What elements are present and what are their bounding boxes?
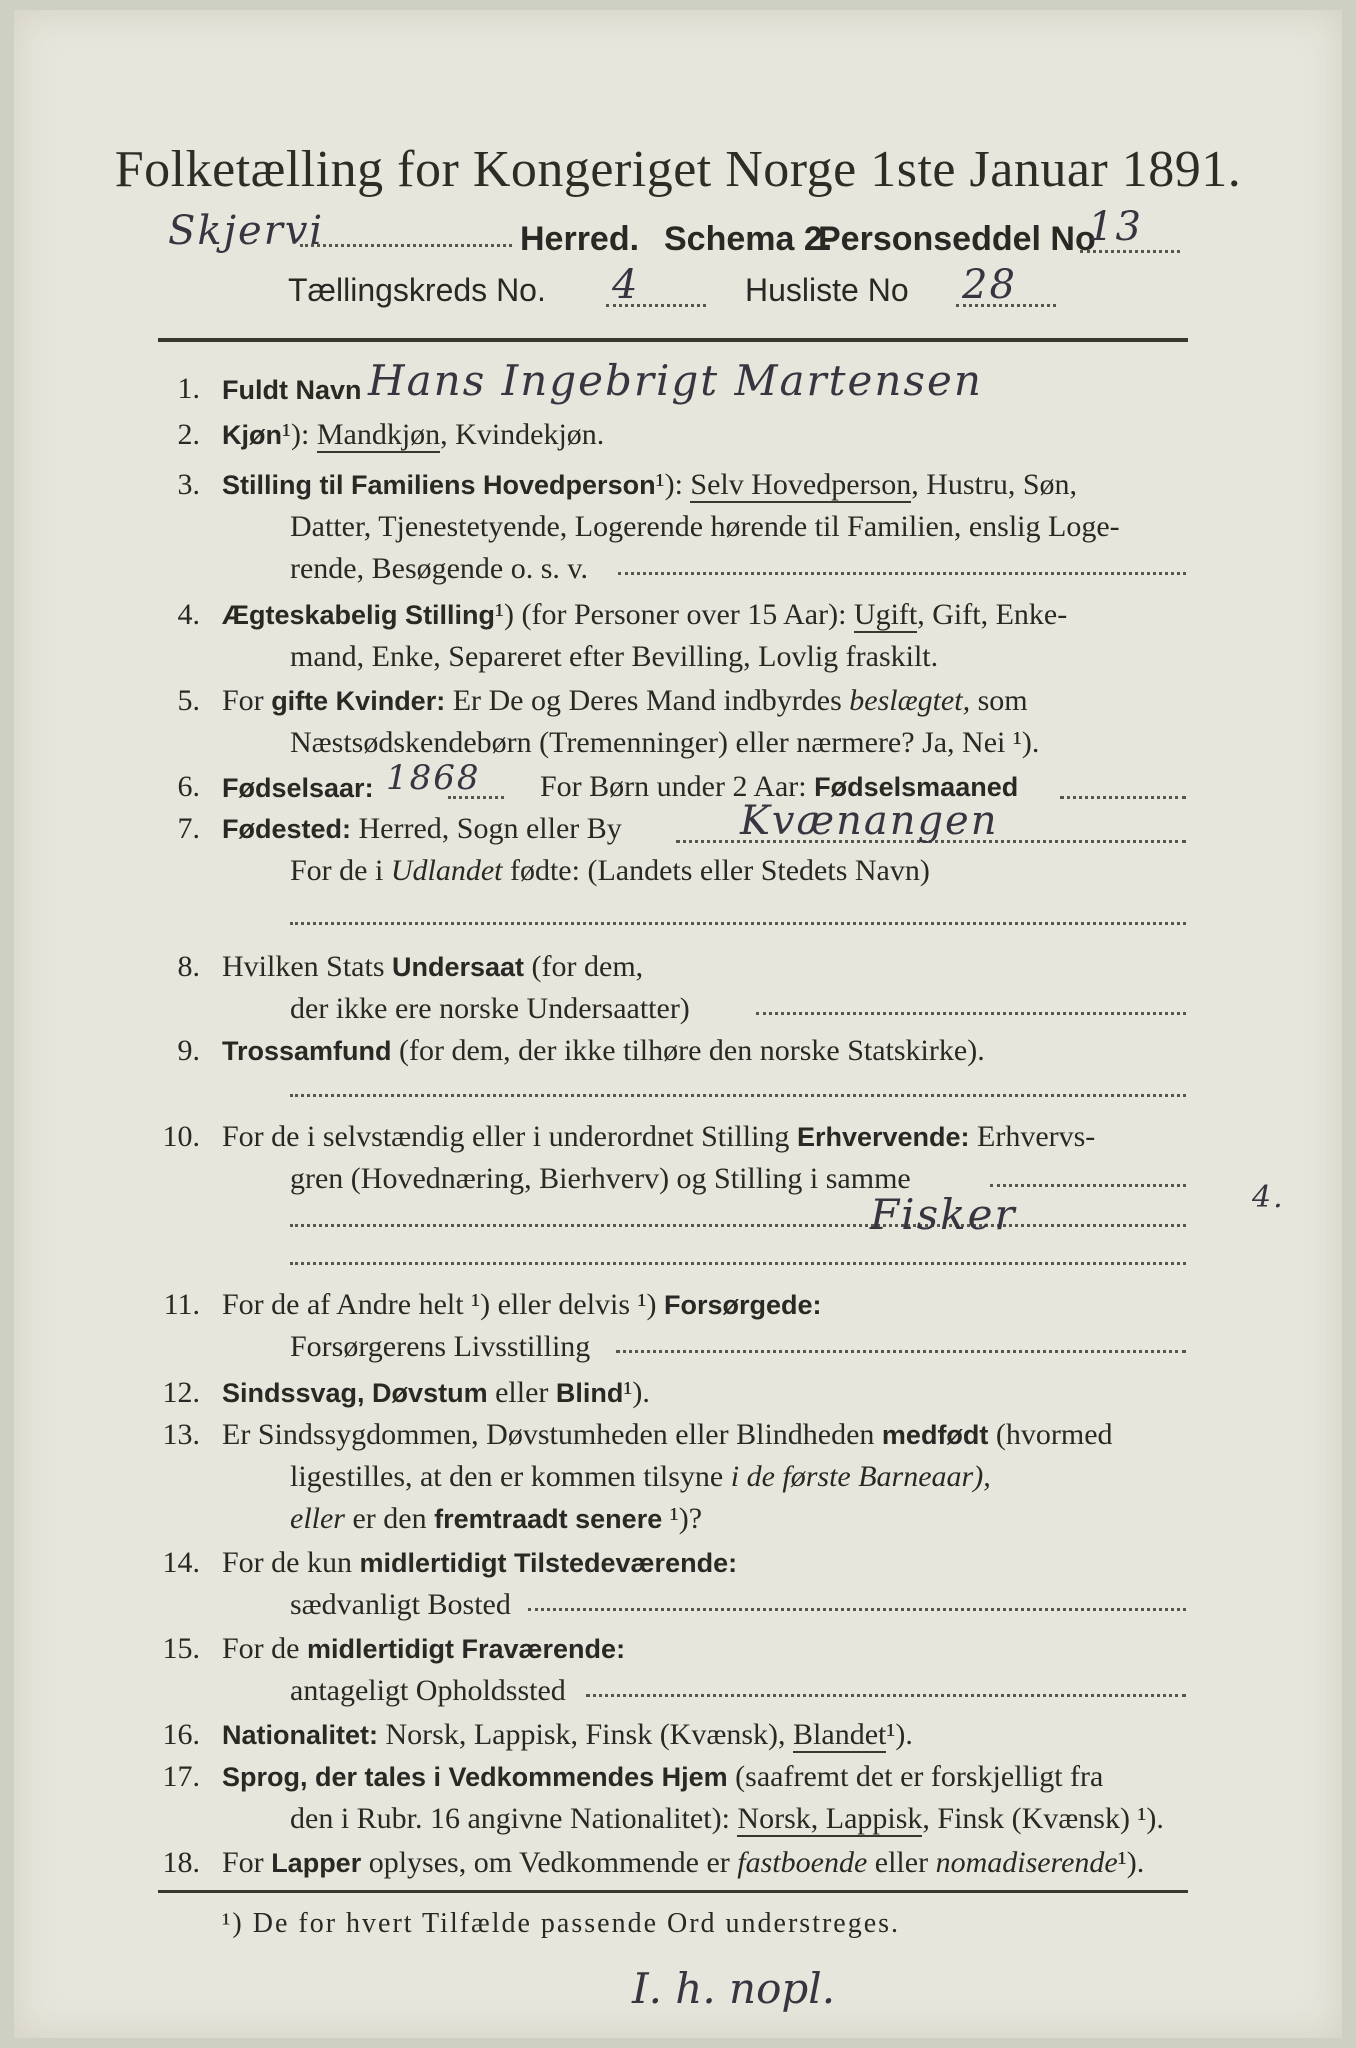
temp-absent-line-2: antageligt Opholdssted	[290, 1674, 566, 1707]
text: (saafremt det er forskjelligt fra	[735, 1760, 1104, 1793]
item-number: 1.	[177, 372, 200, 405]
item-number: 17.	[162, 1760, 200, 1793]
birth-month-dots	[1060, 796, 1186, 799]
sex-line	[222, 418, 604, 452]
text: som	[977, 684, 1028, 717]
marital-selected: Ugift	[853, 598, 918, 631]
herred-dots	[300, 244, 512, 247]
item-number: 13.	[162, 1418, 200, 1451]
congenital-line-3	[290, 1502, 702, 1536]
text-italic: fastboende	[737, 1846, 868, 1879]
citizenship-line-2: der ikke ere norske Undersaatter)	[290, 992, 690, 1025]
position-line-3: rende, Besøgende o. s. v.	[290, 552, 588, 585]
position-options: , Hustru, Søn,	[911, 468, 1078, 501]
dependent-dots	[616, 1350, 1186, 1353]
text: For de	[222, 1632, 300, 1665]
foreign-birthplace-dots	[290, 922, 1186, 925]
text: , Finsk (Kvænsk) ¹).	[922, 1802, 1164, 1835]
language-line	[222, 1760, 1103, 1794]
item-number: 12.	[162, 1376, 200, 1409]
citizenship-label: Undersaat	[392, 952, 525, 982]
sex-selected: Mandkjøn	[316, 418, 441, 451]
congenital-line-2	[290, 1460, 991, 1494]
congenital-label: medfødt	[881, 1420, 989, 1450]
full-name-value: Hans Ingebrigt Martensen	[368, 356, 983, 405]
position-line	[222, 468, 1077, 502]
occupation-line-2: gren (Hovednæring, Bierhverv) og Stilling i samme	[290, 1162, 911, 1195]
text: For de i selvstændig eller i underordnet Stilling	[222, 1120, 790, 1153]
text: ¹)?	[669, 1502, 703, 1535]
birth-month-label: Fødselsmaaned	[814, 772, 1019, 802]
birth-year-dots	[448, 796, 504, 799]
item-number: 14.	[162, 1546, 200, 1579]
item-number: 4.	[177, 598, 200, 631]
footnote: ¹) De for hvert Tilfælde passende Ord understreges.	[222, 1908, 901, 1939]
marital-options: , Gift, Enke-	[917, 598, 1068, 631]
occupation-line	[222, 1120, 1095, 1154]
text-italic: nomadiserende	[935, 1846, 1118, 1879]
text: Erhvervs-	[977, 1120, 1096, 1153]
occupation-value: Fisker	[870, 1190, 1017, 1239]
disability-line	[222, 1376, 650, 1410]
item-number: 5.	[177, 684, 200, 717]
text: (for dem, der ikke tilhøre den norske Statskirke).	[399, 1034, 985, 1067]
temp-present-line-2: sædvanligt Bosted	[290, 1588, 511, 1621]
item-number: 18.	[162, 1846, 200, 1879]
blind-label: Blind	[555, 1378, 624, 1408]
birthplace-value: Kvænangen	[740, 798, 999, 844]
birth-year-label: Fødselsaar:	[222, 773, 374, 803]
husliste-dots	[956, 304, 1056, 307]
position-line-2: Datter, Tjenestetyende, Logerende hørende til Familien, enslig Loge-	[290, 510, 1120, 543]
personseddel-value: 13	[1088, 204, 1143, 250]
marital-line	[222, 598, 1067, 632]
margin-mark: 4.	[1252, 1180, 1285, 1215]
dependent-line	[222, 1288, 822, 1322]
item-number: 9.	[177, 1034, 200, 1067]
personseddel-dots	[1080, 250, 1180, 253]
nationality-label: Nationalitet:	[222, 1720, 379, 1750]
citizenship-dots	[756, 1012, 1186, 1015]
text: ligestilles, at den er kommen tilsyne	[290, 1460, 724, 1493]
nationality-selected: Blandet	[793, 1718, 887, 1751]
citizenship-line	[222, 950, 643, 984]
married-women-label: gifte Kvinder:	[271, 686, 446, 716]
herred-value: Skjervi	[168, 208, 325, 254]
item-number: 2.	[177, 418, 200, 451]
text: For	[222, 684, 264, 717]
congenital-line	[222, 1418, 1113, 1452]
lapp-line	[222, 1846, 1144, 1880]
item-number: 11.	[163, 1288, 200, 1321]
item-number: 16.	[162, 1718, 200, 1751]
dependent-label: Forsørgede:	[664, 1290, 822, 1320]
nationality-line	[222, 1718, 913, 1752]
text-italic: beslægtet,	[849, 684, 971, 717]
temp-present-line	[222, 1546, 737, 1580]
later-label: fremtraadt senere	[434, 1504, 663, 1534]
item-number: 6.	[177, 770, 200, 803]
position-selected: Selv Hovedperson	[690, 468, 912, 501]
text: oplyses, om Vedkommende er	[368, 1846, 730, 1879]
sup: ¹)	[495, 598, 515, 631]
text: er den	[352, 1502, 427, 1535]
kreds-label: Tællingskreds No.	[288, 272, 546, 308]
sup: ¹):	[282, 418, 310, 451]
text: For	[222, 1846, 264, 1879]
full-name-label: Fuldt Navn	[222, 375, 362, 405]
text: eller	[874, 1846, 929, 1879]
text: For de i	[290, 854, 384, 887]
form-title: Folketælling for Kongeriget Norge 1ste Januar 1891.	[114, 141, 1242, 198]
text-italic: eller	[290, 1502, 345, 1535]
signature: I. h. nopl.	[632, 1964, 836, 2013]
birthplace-label: Fødested:	[222, 814, 352, 844]
text: For Børn under 2 Aar:	[540, 770, 807, 803]
dependent-line-2: Forsørgerens Livsstilling	[290, 1330, 591, 1363]
birthplace-line	[222, 812, 622, 846]
item-number: 3.	[177, 468, 200, 501]
language-label: Sprog, der tales i Vedkommendes Hjem	[222, 1762, 728, 1792]
temp-absent-line	[222, 1632, 625, 1666]
marital-label: Ægteskabelig Stilling	[222, 600, 496, 630]
text: Er De og Deres Mand indbyrdes	[452, 684, 842, 717]
kreds-value: 4	[612, 262, 640, 308]
text: ¹).	[886, 1718, 913, 1751]
language-line-2	[290, 1802, 1164, 1836]
text: ¹).	[1117, 1846, 1145, 1879]
text-italic: Udlandet	[390, 854, 503, 887]
kreds-dots	[606, 304, 706, 307]
footer-rule	[158, 1890, 1188, 1893]
occupation-dots-1	[990, 1184, 1186, 1187]
text: Hvilken Stats	[222, 950, 385, 983]
position-dots	[618, 572, 1186, 575]
birth-year-value: 1868	[386, 758, 481, 798]
lapp-label: Lapper	[271, 1848, 362, 1878]
text: fødte: (Landets eller Stedets Navn)	[509, 854, 930, 887]
text: Er Sindssygdommen, Døvstumheden eller Blindheden	[222, 1418, 875, 1451]
birthplace-line-2	[290, 854, 930, 888]
marital-line-2: mand, Enke, Separeret efter Bevilling, Lovlig fraskilt.	[290, 640, 939, 673]
disability-label: Sindssvag, Døvstum	[222, 1378, 488, 1408]
text-italic: i de første Barneaar),	[730, 1460, 991, 1493]
schema-label: Schema 2.	[664, 220, 833, 258]
sex-label: Kjøn	[222, 420, 282, 450]
religion-line	[222, 1034, 985, 1068]
occupation-label: Erhvervende:	[796, 1122, 970, 1152]
text: Norsk, Lappisk, Finsk (Kvænsk),	[385, 1718, 786, 1751]
whereabouts-dots	[586, 1694, 1186, 1697]
item-number: 15.	[162, 1632, 200, 1665]
text: For de af Andre helt ¹) eller delvis ¹)	[222, 1288, 657, 1321]
text: (for dem,	[531, 950, 644, 983]
religion-label: Trossamfund	[222, 1036, 392, 1066]
text: Herred, Sogn eller By	[358, 812, 622, 845]
text: ¹).	[623, 1376, 650, 1409]
married-women-line-2: Næstsødskendebørn (Tremenninger) eller nærmere? Ja, Nei ¹).	[290, 726, 1040, 759]
sup: ¹):	[655, 468, 683, 501]
personseddel-label: Personseddel No	[818, 220, 1096, 258]
temp-present-label: midlertidigt Tilstedeværende:	[359, 1548, 738, 1578]
header-rule	[158, 338, 1188, 342]
temp-absent-label: midlertidigt Fraværende:	[307, 1634, 626, 1664]
text: For de kun	[222, 1546, 352, 1579]
husliste-value: 28	[962, 262, 1017, 308]
position-label: Stilling til Familiens Hovedperson	[222, 470, 656, 500]
language-selected: Norsk, Lappisk	[737, 1802, 923, 1835]
residence-dots	[528, 1608, 1186, 1611]
husliste-label: Husliste No	[745, 272, 909, 308]
herred-label: Herred.	[520, 220, 640, 258]
item-number: 7.	[177, 812, 200, 845]
sex-options: , Kvindekjøn.	[440, 418, 605, 451]
occupation-dots-2	[290, 1224, 1186, 1227]
occupation-dots-3	[290, 1262, 1186, 1265]
married-women-line	[222, 684, 1028, 718]
item-number: 10.	[162, 1120, 200, 1153]
marital-note: (for Personer over 15 Aar):	[521, 598, 847, 631]
item-number: 8.	[177, 950, 200, 983]
text: den i Rubr. 16 angivne Nationalitet):	[290, 1802, 730, 1835]
text: (hvormed	[995, 1418, 1113, 1451]
religion-dots	[290, 1094, 1186, 1097]
text: eller	[495, 1376, 549, 1409]
